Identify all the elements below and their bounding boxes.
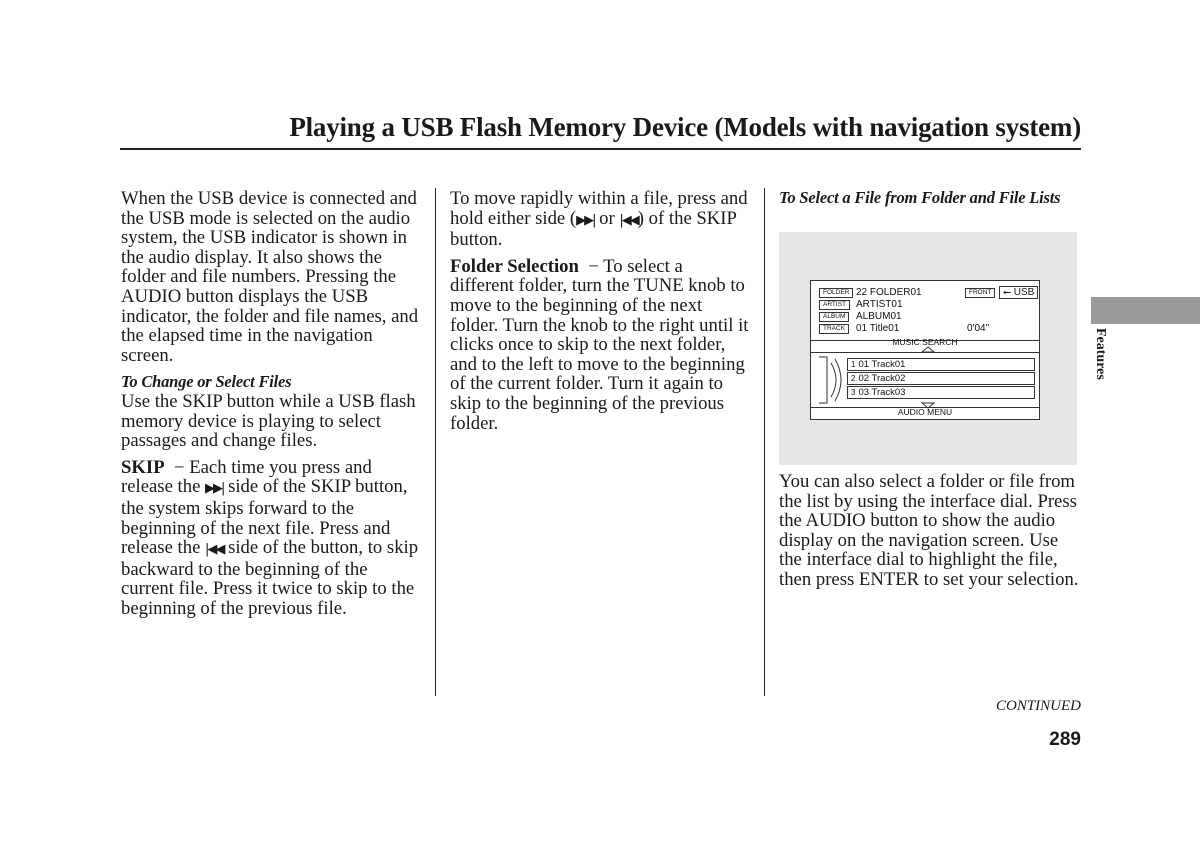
front-label: FRONT	[965, 288, 995, 298]
skip-usage-paragraph: Use the SKIP button while a USB flash memory device is playing to select passages and change files.	[121, 390, 416, 452]
skip-term: SKIP	[121, 456, 165, 478]
rapid-text-b: ) of the SKIP button.	[450, 207, 737, 251]
rapid-text-or: or	[594, 207, 620, 229]
usb-indicator	[999, 286, 1038, 299]
change-files-heading: To Change or Select Files	[121, 372, 292, 392]
track-index: 2	[851, 374, 856, 383]
folder-selection-paragraph	[450, 257, 750, 433]
track-list-item[interactable]	[847, 358, 1035, 371]
skip-text-b: side of the SKIP button, the system skips forward to the beginning of the next file. Press and release the	[121, 476, 408, 559]
list-top-divider	[811, 352, 1039, 353]
track-name: 02 Track02	[858, 373, 906, 384]
section-label-text: Features	[1093, 328, 1108, 380]
section-tab	[1091, 297, 1200, 324]
track-list-item[interactable]	[847, 386, 1035, 399]
page-number: 289	[1049, 729, 1081, 750]
skip-back-icon: |◀◀	[205, 542, 224, 558]
folder-selection-term: Folder Selection	[450, 255, 579, 277]
rapid-move-paragraph	[450, 189, 750, 250]
skip-forward-icon: ▶▶|	[205, 481, 224, 497]
folder-label: FOLDER	[819, 288, 853, 298]
rapid-text-a: To move rapidly within a file, press and hold either side (	[450, 188, 748, 229]
track-value: 01 Title01	[856, 323, 900, 334]
title-rule	[120, 148, 1081, 150]
skip-forward-icon: ▶▶|	[576, 212, 595, 228]
album-label: ALBUM	[819, 312, 849, 322]
track-index: 3	[851, 388, 856, 397]
folder-selection-text: To select a different folder, turn the TUNE knob to move to the beginning of the next folder. Turn the knob to the right until it clicks once to skip to the next folder, and to the left to move to the beginning of the current folder. Turn it again to skip to the beginning of the previous folder.	[450, 255, 749, 434]
track-label: TRACK	[819, 324, 849, 334]
elapsed-time: 0'04"	[967, 323, 990, 334]
skip-paragraph	[121, 458, 421, 619]
artist-value: ARTIST01	[856, 299, 903, 310]
album-value: ALBUM01	[856, 311, 902, 322]
interface-dial-paragraph: You can also select a folder or file from the list by using the interface dial. Press the AUDIO button to show the audio display on the navigation screen. Use the interface dial to highlight the file, then press ENTER to set your selection.	[779, 471, 1079, 590]
select-file-heading: To Select a File from Folder and File Lists	[779, 188, 1061, 207]
page-title: Playing a USB Flash Memory Device (Models with navigation system)	[289, 112, 1081, 142]
track-list-item[interactable]	[847, 372, 1035, 385]
section-label	[1092, 328, 1108, 398]
artist-label: ARTIST	[819, 300, 850, 310]
usb-text: USB	[1013, 287, 1035, 298]
skip-back-icon: |◀◀	[619, 212, 638, 228]
skip-dash: −	[173, 456, 185, 478]
usb-icon: ⭠	[1003, 287, 1011, 298]
skip-text-a: Each time you press and release the	[121, 456, 372, 498]
column-2	[450, 189, 750, 433]
disc-icon	[817, 355, 847, 405]
track-index: 1	[851, 360, 856, 369]
folder-dash: −	[588, 255, 599, 277]
intro-paragraph: When the USB device is connected and the USB mode is selected on the audio system, the USB indicator is shown in the audio display. It also shows the folder and file numbers. Pressing the AUDIO button displays the USB indicator, the folder and file names, and the elapsed time in the navigation screen.	[121, 188, 419, 366]
track-name: 01 Track01	[858, 359, 906, 370]
continued-label: CONTINUED	[995, 698, 1081, 714]
audio-display-panel	[810, 280, 1040, 420]
folder-value: 22 FOLDER01	[856, 287, 922, 298]
track-name: 03 Track03	[858, 387, 906, 398]
music-search-button[interactable]: MUSIC SEARCH	[892, 337, 958, 347]
column-3-body	[779, 472, 1079, 590]
skip-text-c: side of the button, to skip backward to the beginning of the current file. Press it twice to skip to the beginning of the previous file.	[121, 537, 419, 619]
column-3-heading	[779, 189, 1079, 207]
column-divider-2	[764, 188, 765, 696]
audio-menu-button[interactable]: AUDIO MENU	[897, 407, 953, 417]
column-1	[121, 189, 421, 618]
column-divider-1	[435, 188, 436, 696]
